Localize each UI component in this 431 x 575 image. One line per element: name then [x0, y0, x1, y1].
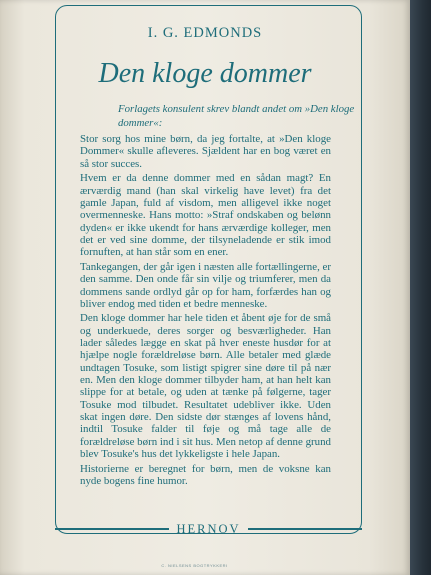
publisher-rule-right	[248, 528, 362, 530]
blurb-paragraph: Stor sorg hos mine børn, da jeg fortalte, at »Den kloge Dommer« skulle afleveres. Sjældent har en bog været en så stor succes.	[80, 133, 331, 170]
blurb-paragraph: Tankegangen, der går igen i næsten alle fortællingerne, er den samme. Den onde får sin vilje og triumferer, men da dommens sande ordlyd går op for ham, forfærdes han og bliver endog med tiden et bedre menneske.	[80, 260, 331, 310]
blurb-paragraph: Hvem er da denne dommer med en sådan magt? En ærværdig mand (han skal virkelig have levet) fra det gamle Japan, fuld af visdom, men alligevel ikke noget overmenneske. Hans motto: »Straf ondskaben og belønn dyden« er ikke ukendt for hans ærværdige kolleger, men det er ved sine domme, der tilsyneladende er stik imod fornuften, at han står som en ener.	[80, 172, 331, 259]
blurb-paragraph: Historierne er beregnet for børn, men de voksne kan nyde bogens fine humor.	[80, 462, 331, 488]
publisher-row	[55, 519, 362, 539]
book-title: Den kloge dommer	[98, 58, 312, 89]
author-name: I. G. EDMONDS	[147, 25, 263, 41]
blurb-text	[80, 133, 331, 490]
book-spine-edge	[410, 0, 431, 575]
printer-imprint: C. NIELSENS BOGTRYKKERI	[161, 563, 228, 568]
blurb-paragraph: Den kloge dommer har hele tiden et åbent øje for de små og underkuede, deres sorger og besværligheder. Han lader således lægge en skat på hver eneste husdør for at hjælpe nogle forældreløse børn. Alle betaler med glæde undtagen Tosuke, som listigt spigrer sine døre til på nær en. Men den kloge dommer tilbyder ham, at han helt kan slippe for at betale, og uden at tænke på følgerne, tager Tosuke mod tilbudet. Resultatet udebliver ikke. Uden skat ingen døre. Den sidste dør stænges af lovens hånd, indtil Tosuke falder til føje og må tage alle de forældreløse børn ind i sit hus. Men netop af denne grund blev Tosuke's hus det lykkeligste i hele Japan.	[80, 312, 331, 461]
intro-text: Forlagets konsulent skrev blandt andet om »Den kloge dommer«:	[118, 103, 355, 129]
publisher-name: HERNOV	[176, 521, 241, 536]
publisher-rule-left	[55, 528, 169, 530]
